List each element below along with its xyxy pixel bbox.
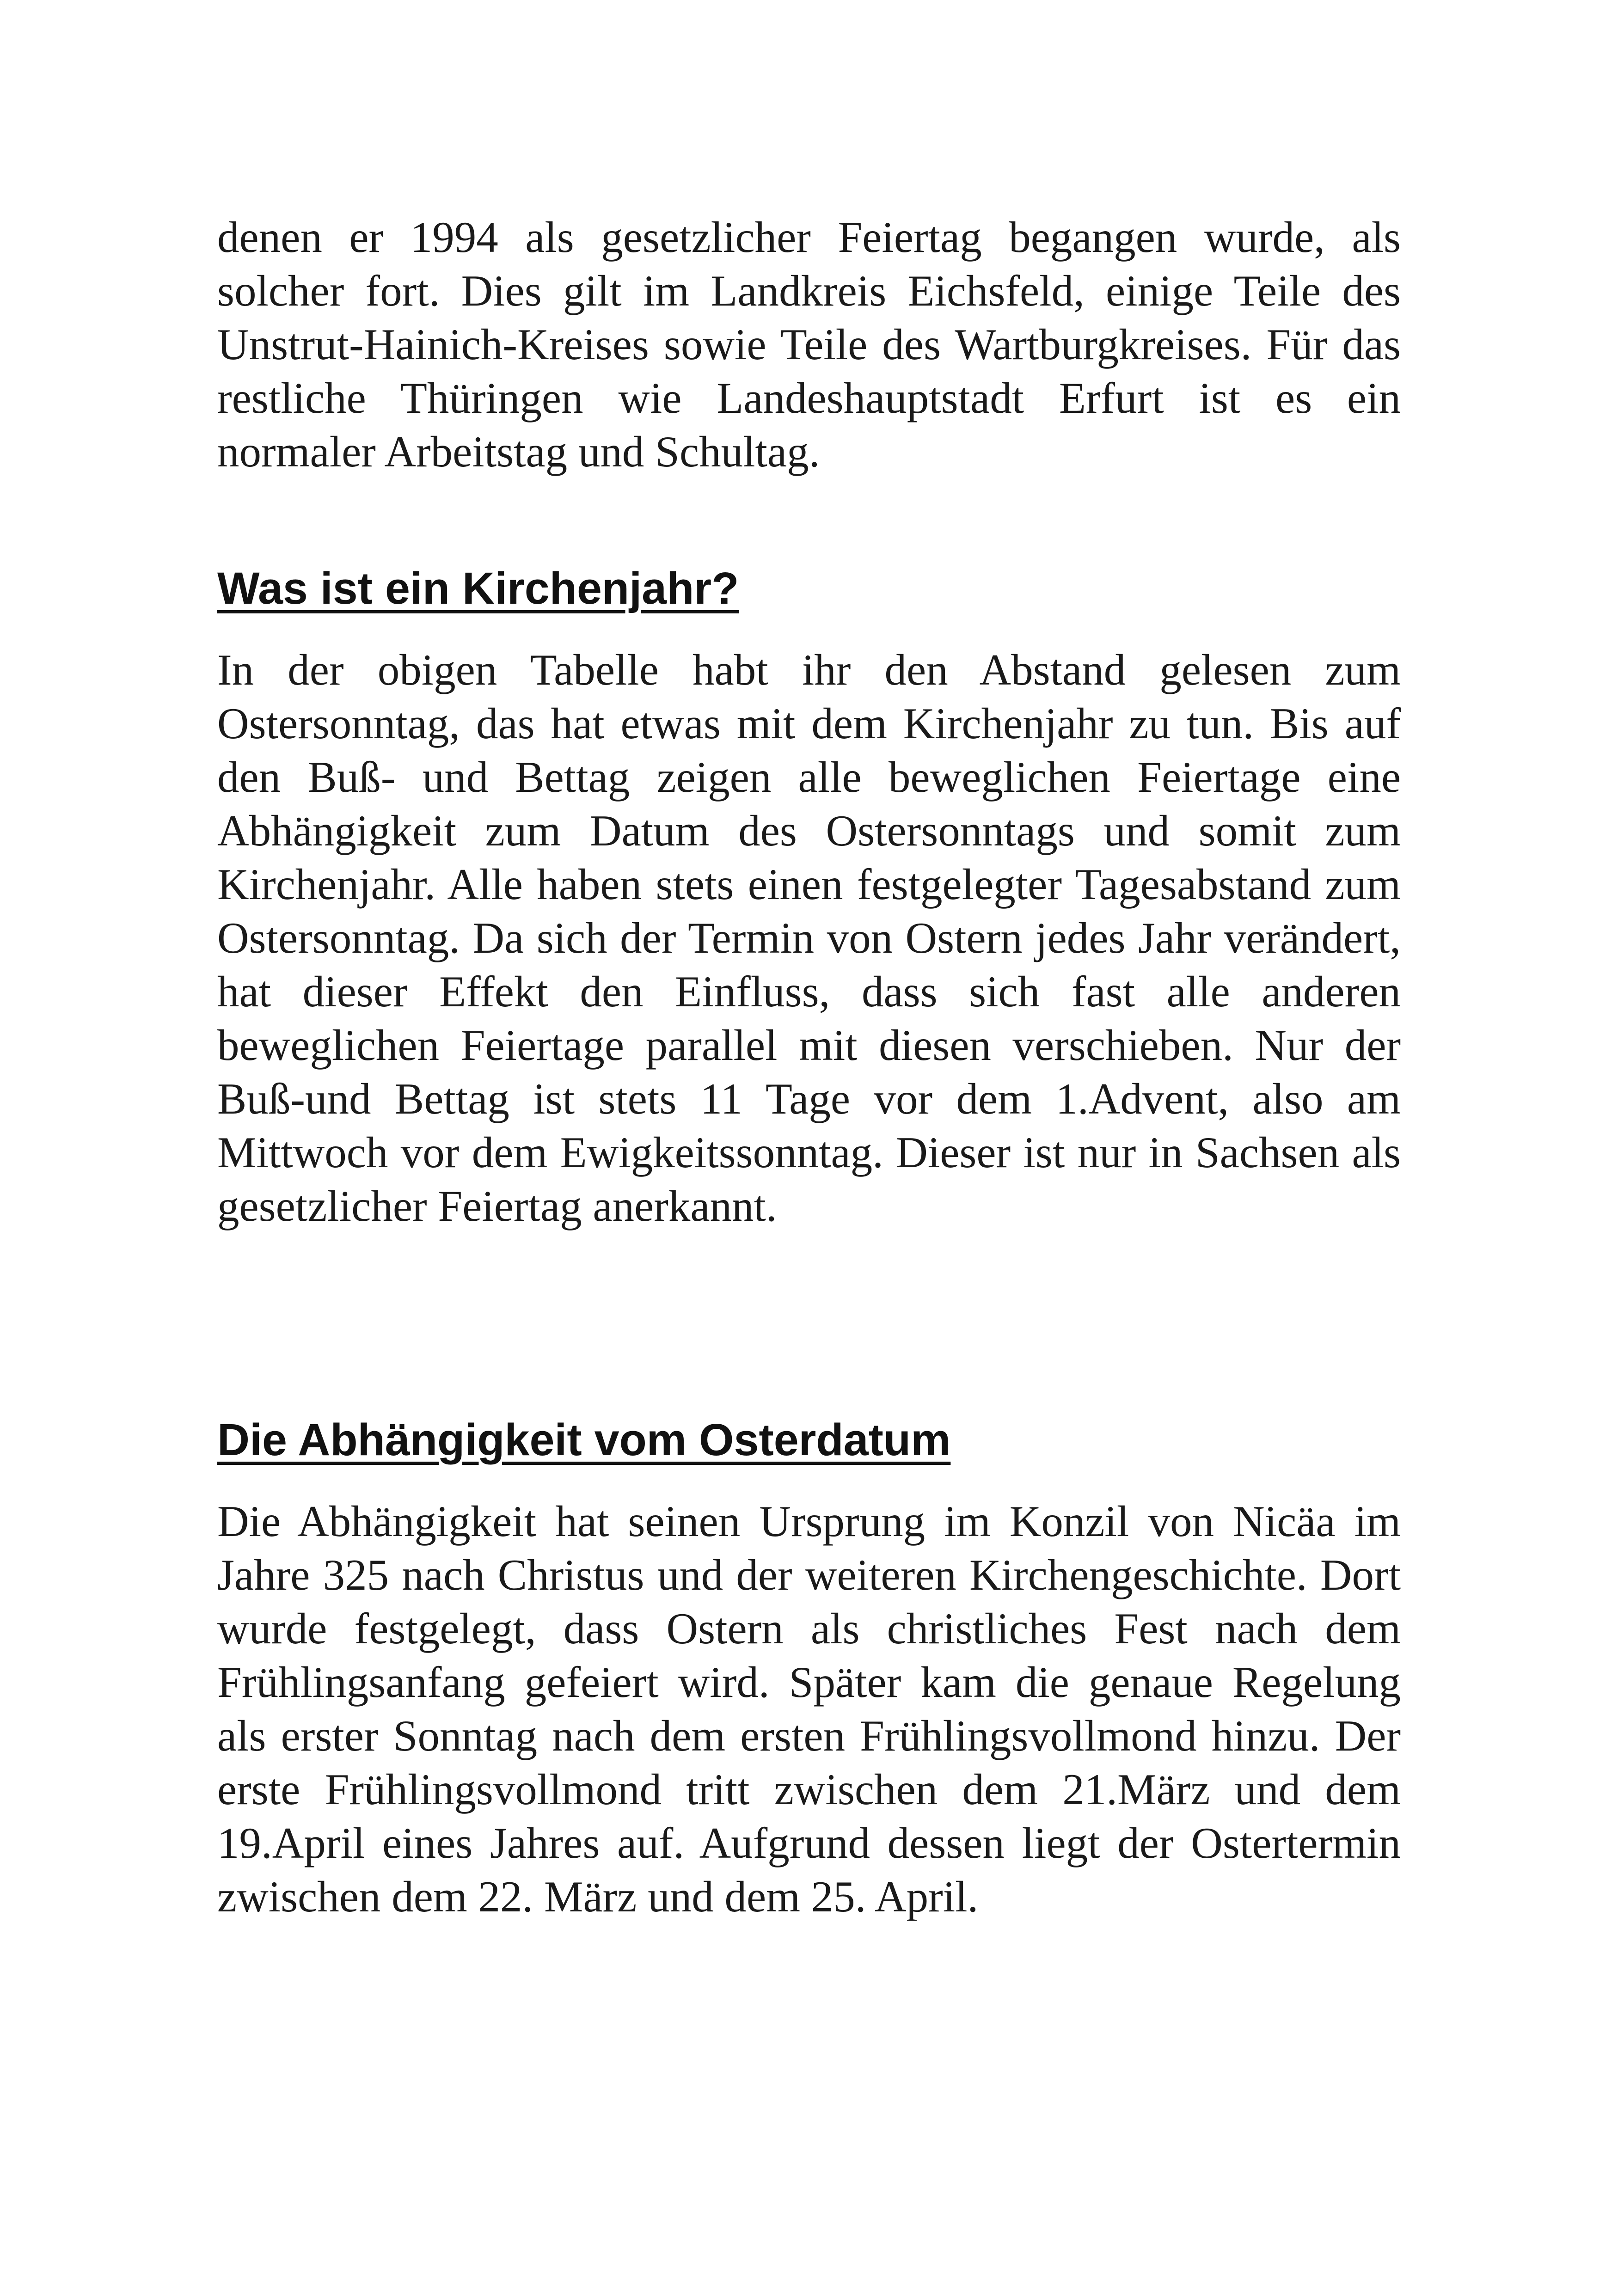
section-heading-osterdatum: Die Abhängigkeit vom Osterdatum: [217, 1414, 951, 1465]
paragraph-kirchenjahr: In der obigen Tabelle habt ihr den Abstand gelesen zum Ostersonntag, das hat etwas mit dem Kirchenjahr zu tun. Bis auf den Buß- und Bettag zeigen alle beweglichen Feiertage eine Abhängigkeit zum Datum des Ostersonntags und somit zum Kirchenjahr. Alle haben stets einen festgelegter Tagesabstand zum Ostersonntag. Da sich der Termin von Ostern jedes Jahr verändert, hat dieser Effekt den Einfluss, dass sich fast alle anderen beweglichen Feiertage parallel mit diesen verschieben. Nur der Buß-und Bettag ist stets 11 Tage vor dem 1.Advent, also am Mittwoch vor dem Ewigkeitssonntag. Dieser ist nur in Sachsen als gesetzlicher Feiertag anerkannt.: [217, 645, 1401, 1231]
document-body: [217, 210, 1401, 1923]
section-heading-kirchenjahr: Was ist ein Kirchenjahr?: [217, 563, 739, 613]
paragraph-intro: denen er 1994 als gesetzlicher Feiertag begangen wurde, als solcher fort. Dies gilt im Landkreis Eichsfeld, einige Teile des Unstrut-Hainich-Kreises sowie Teile des Wartburgkreises. Für das restliche Thüringen wie Landeshauptstadt Erfurt ist es ein normaler Arbeitstag und Schultag.: [217, 213, 1401, 476]
paragraph-osterdatum: Die Abhängigkeit hat seinen Ursprung im Konzil von Nicäa im Jahre 325 nach Christus und der weiteren Kirchengeschichte. Dort wurde festgelegt, dass Ostern als christliches Fest nach dem Frühlingsanfang gefeiert wird. Später kam die genaue Regelung als erster Sonntag nach dem ersten Frühlingsvollmond hinzu. Der erste Frühlingsvollmond tritt zwischen dem 21.März und dem 19.April eines Jahres auf. Aufgrund dessen liegt der Ostertermin zwischen dem 22. März und dem 25. April.: [217, 1497, 1401, 1921]
